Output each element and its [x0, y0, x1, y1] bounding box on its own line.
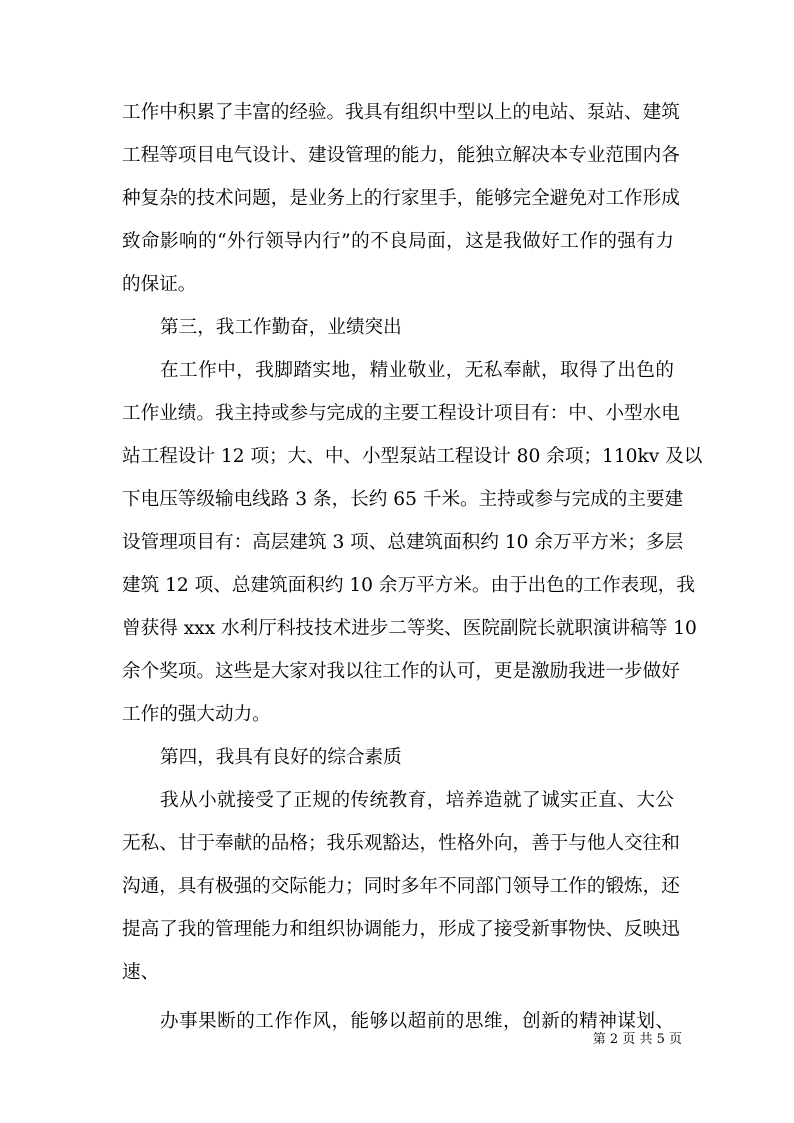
paragraph-line: 致命影响的“外行领导内行”的不良局面，这是我做好工作的强有力: [122, 231, 674, 252]
paragraph-line: 速、: [122, 962, 160, 983]
paragraph-line: 设管理项目有：高层建筑 3 项、总建筑面积约 10 余万平方米；多层: [122, 532, 684, 553]
paragraph-line: 下电压等级输电线路 3 条，长约 65 千米。主持或参与完成的主要建: [122, 489, 684, 510]
paragraph-line: 我从小就接受了正规的传统教育，培养造就了诚实正直、大公: [160, 790, 674, 811]
paragraph-line: 在工作中，我脚踏实地，精业敬业，无私奉献，取得了出色的: [160, 360, 674, 381]
section-heading-4: 第四，我具有良好的综合素质: [160, 747, 402, 768]
paragraph-line: 提高了我的管理能力和组织协调能力，形成了接受新事物快、反映迅: [122, 919, 680, 940]
paragraph-line: 曾获得 xxx 水利厅科技技术进步二等奖、医院副院长就职演讲稿等 10: [122, 618, 697, 639]
paragraph-line: 站工程设计 12 项；大、中、小型泵站工程设计 80 余项；110kv 及以: [122, 446, 703, 467]
paragraph-line: 工程等项目电气设计、建设管理的能力，能独立解决本专业范围内各: [122, 145, 680, 166]
section-heading-3: 第三，我工作勤奋，业绩突出: [160, 317, 402, 338]
paragraph-line: 的保证。: [122, 274, 197, 295]
paragraph-line: 办事果断的工作作风，能够以超前的思维，创新的精神谋划、: [160, 1011, 674, 1032]
paragraph-line: 沟通，具有极强的交际能力；同时多年不同部门领导工作的锻炼，还: [122, 876, 680, 897]
paragraph-line: 工作中积累了丰富的经验。我具有组织中型以上的电站、泵站、建筑: [122, 102, 680, 123]
paragraph-line: 余个奖项。这些是大家对我以往工作的认可，更是激励我进一步做好: [122, 661, 680, 682]
paragraph-line: 种复杂的技术问题，是业务上的行家里手，能够完全避免对工作形成: [122, 188, 680, 209]
paragraph-line: 工作的强大动力。: [122, 704, 271, 725]
paragraph-line: 工作业绩。我主持或参与完成的主要工程设计项目有：中、小型水电: [122, 403, 680, 424]
paragraph-line: 建筑 12 项、总建筑面积约 10 余万平方米。由于出色的工作表现，我: [122, 575, 695, 596]
paragraph-line: 无私、甘于奉献的品格；我乐观豁达，性格外向，善于与他人交往和: [122, 833, 680, 854]
page-number-footer: 第 2 页 共 5 页: [592, 1032, 682, 1047]
